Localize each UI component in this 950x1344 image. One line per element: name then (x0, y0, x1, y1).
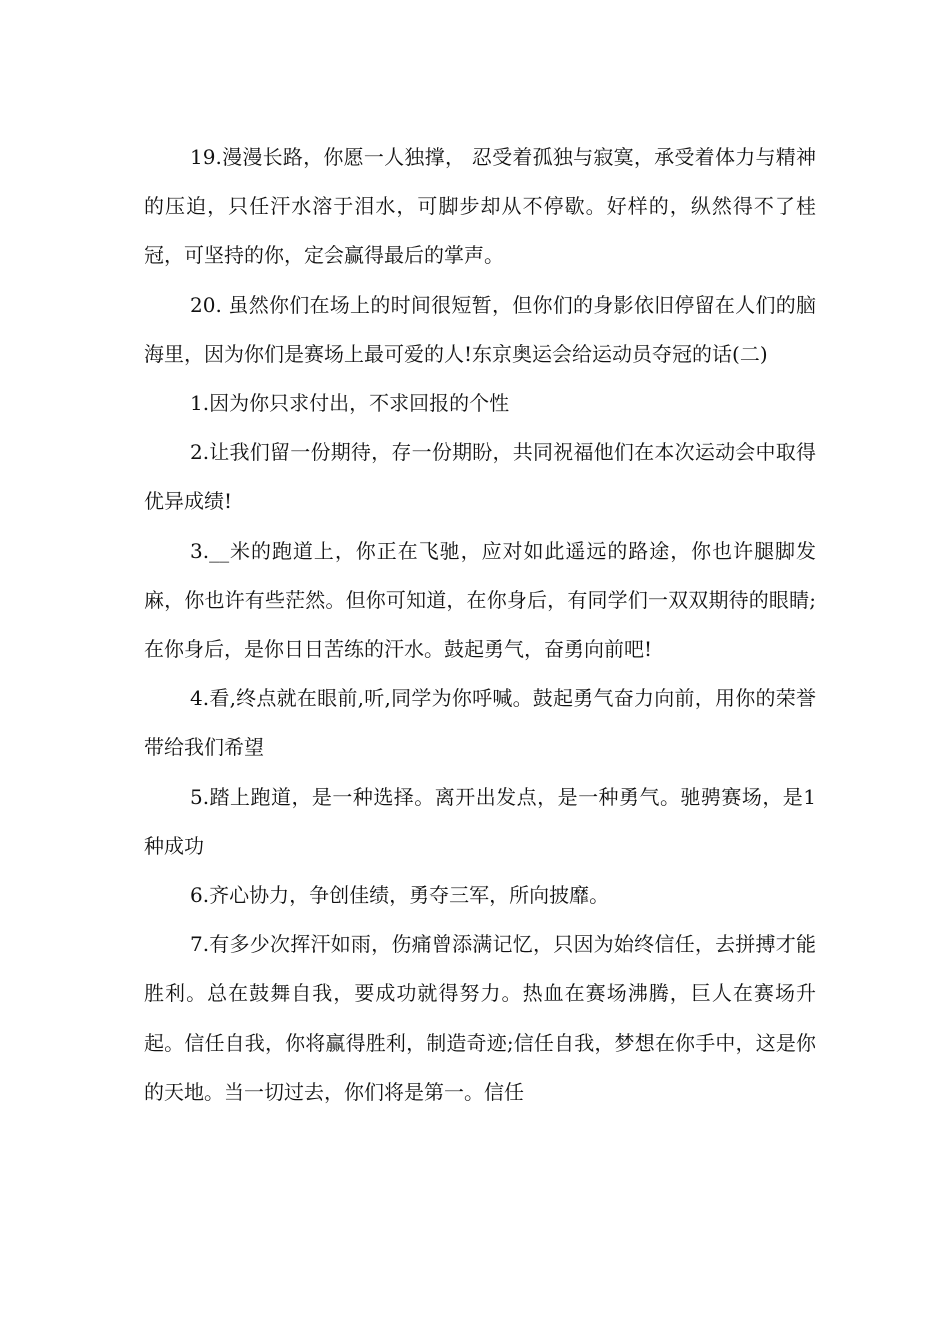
paragraph-1: 1.因为你只求付出，不求回报的个性 (190, 391, 510, 416)
paragraph-4: 4.看,终点就在眼前,听,同学为你呼喊。鼓起勇气奋力向前，用你的荣誉带给我们希望 (144, 686, 816, 760)
paragraph-2: 2.让我们留一份期待，存一份期盼，共同祝福他们在本次运动会中取得优异成绩! (144, 440, 816, 514)
paragraph-5: 5.踏上跑道，是一种选择。离开出发点，是一种勇气。驰骋赛场，是1种成功 (144, 784, 816, 858)
paragraph-6: 6.齐心协力，争创佳绩，勇夺三军，所向披靡。 (190, 883, 610, 908)
paragraph-20: 20. 虽然你们在场上的时间很短暂，但你们的身影依旧停留在人们的脑海里，因为你们是赛场上最可爱的人!东京奥运会给运动员夺冠的话(二) (144, 292, 816, 366)
paragraph-19: 19.漫漫长路，你愿一人独撑， 忍受着孤独与寂寞，承受着体力与精神的压迫，只任汗水溶于泪水，可脚步却从不停歇。好样的，纵然得不了桂冠，可坚持的你，定会赢得最后的掌声。 (144, 145, 816, 268)
document-body (144, 133, 816, 1117)
paragraph-3: 3.__米的跑道上，你正在飞驰，应对如此遥远的路途，你也许腿脚发麻，你也许有些茫然。但你可知道，在你身后，有同学们一双双期待的眼睛;在你身后，是你日日苦练的汗水。鼓起勇气，奋勇向前吧! (144, 538, 816, 662)
paragraph-7: 7.有多少次挥汗如雨，伤痛曾添满记忆，只因为始终信任，去拼搏才能胜利。总在鼓舞自我，要成功就得努力。热血在赛场沸腾，巨人在赛场升起。信任自我，你将赢得胜利，制造奇迹;信任自我，梦想在你手中，这是你的天地。当一切过去，你们将是第一。信任 (144, 932, 816, 1104)
